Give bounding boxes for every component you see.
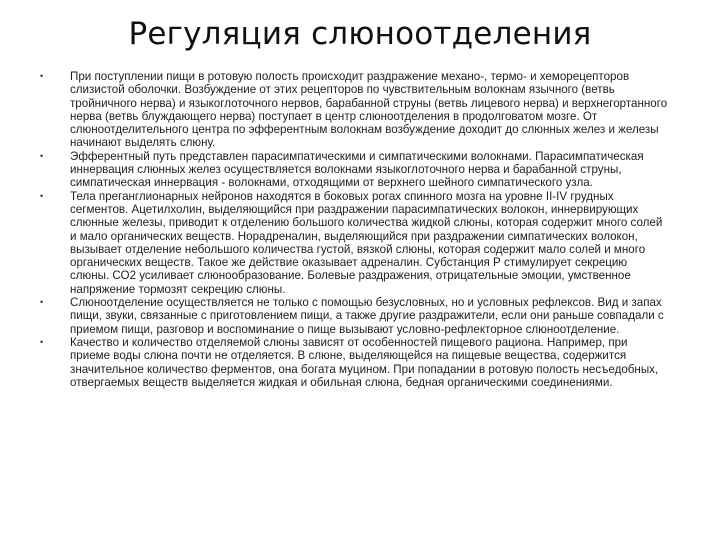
bullet-dot-icon: • <box>40 336 44 347</box>
slide-title: Регуляция слюноотделения <box>128 16 592 52</box>
bullet-item <box>0 190 668 296</box>
bullet-item <box>0 296 668 336</box>
bullet-text: Качество и количество отделяемой слюны зависят от особенностей пищевого рациона. Например, при приеме воды слюна почти не отделяется. В слюне, выделяющейся на пищевые вещества, содержится значительное количество ферментов, она богата муцином. При попадании в ротовую полость несъедобных, отвергаемых веществ выделяется жидкая и обильная слюна, бедная органическими соединениями. <box>70 335 659 389</box>
bullet-text: Эфферентный путь представлен парасимпатическими и симпатическими волокнами. Парасимпатическая иннервация слюнных желез осуществляется волокнами языкоглоточного нерва и барабанной струны, симпатическая иннервация - волокнами, отходящими от верхнего шейного симпатического узла. <box>70 149 644 190</box>
bullet-dot-icon: • <box>40 297 44 308</box>
bullet-dot-icon: • <box>40 71 44 81</box>
bullet-dot-icon: • <box>40 150 44 161</box>
bullet-item <box>0 70 668 150</box>
bullet-item <box>0 336 668 389</box>
bullet-text: При поступлении пищи в ротовую полость происходит раздражение механо-, термо- и хеморецепторов слизистой оболочки. Возбуждение от этих рецепторов по чувствительным волокнам язычного (ветвь тройничного нерва) и языкоглоточного нервов, барабанной струны (ветвь лицевого нерва) и верхнегортанного нерва (ветвь блуждающего нерва) поступает в центр слюноотделения в продолговатом мозге. От слюноотделительного центра по эфферентным волокнам возбуждение доходит до слюнных желез и железы начинают выделять слюну. <box>70 70 668 150</box>
bullet-text: Тела преганглионарных нейронов находятся в боковых рогах спинного мозга на уровне II-IV грудных сегментов. Ацетилхолин, выделяющийся при раздражении парасимпатических волокон, иннервирующих слюнные железы, приводит к отделению большого количества жидкой слюны, которая содержит много солей и мало органических веществ. Норадреналин, выделяющийся при раздражении симпатических волокон, вызывает отделение небольшого количества густой, вязкой слюны, которая содержит мало солей и много органических веществ. Такое же действие оказывает адреналин. Субстанция Р стимулирует секрецию слюны. СО2 усиливает слюнообразование. Болевые раздражения, отрицательные эмоции, умственное напряжение тормозят секрецию слюны. <box>70 189 663 296</box>
bullet-dot-icon: • <box>40 190 44 201</box>
bullet-item <box>0 150 668 190</box>
bullet-list <box>0 70 720 389</box>
bullet-text: Слюноотделение осуществляется не только с помощью безусловных, но и условных рефлексов. Вид и запах пищи, звуки, связанные с приготовлением пищи, а также другие раздражители, если они раньше совпадали с приемом пищи, разговор и воспоминание о пище вызывают условно-рефлекторное слюноотделение. <box>70 296 664 336</box>
